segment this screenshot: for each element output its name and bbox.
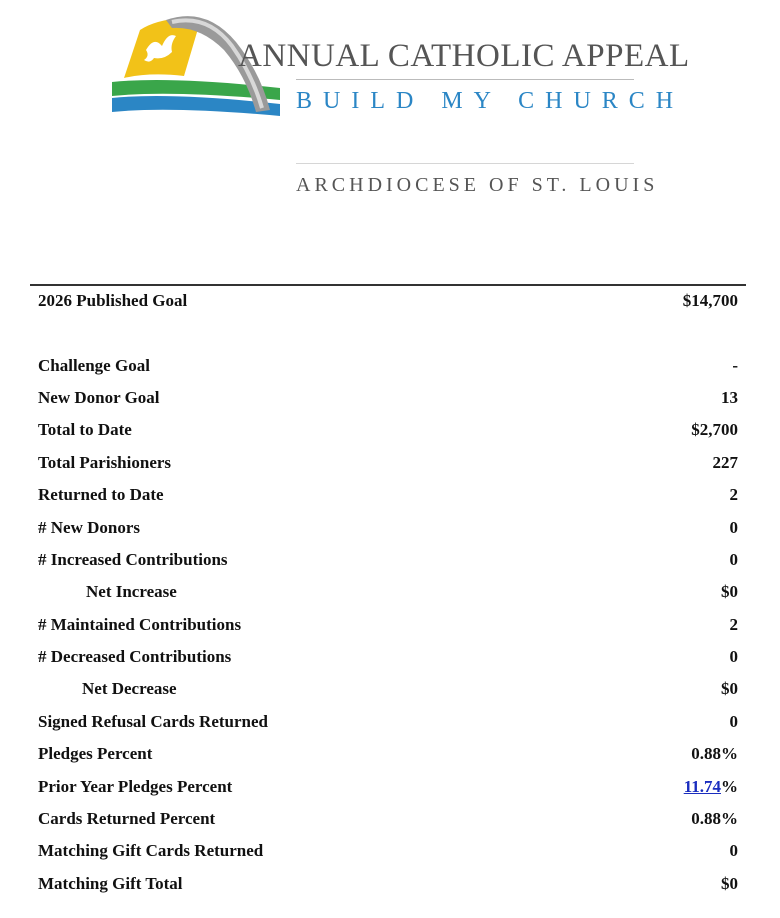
row-label: Total Parishioners bbox=[38, 453, 172, 472]
table-row bbox=[38, 415, 738, 445]
row-value: 0 bbox=[729, 647, 738, 666]
table-row bbox=[38, 351, 738, 381]
row-value: 0.88% bbox=[691, 809, 738, 828]
row-value: 227 bbox=[712, 453, 738, 472]
table-row bbox=[38, 383, 738, 413]
table-row bbox=[38, 804, 738, 834]
row-value bbox=[684, 777, 738, 797]
table-row bbox=[38, 448, 738, 478]
table-row bbox=[38, 480, 738, 510]
row-value: - bbox=[732, 356, 738, 375]
table-row bbox=[38, 707, 738, 737]
row-label: Matching Gift Total bbox=[38, 874, 183, 893]
table-row bbox=[38, 577, 738, 607]
row-value: $14,700 bbox=[682, 291, 738, 310]
organization-name: ARCHDIOCESE OF ST. LOUIS bbox=[296, 174, 659, 196]
row-value: 0 bbox=[729, 518, 738, 537]
row-label: # Increased Contributions bbox=[38, 550, 228, 569]
row-value: 2 bbox=[729, 615, 738, 634]
row-label: Matching Gift Cards Returned bbox=[38, 841, 264, 860]
table-row bbox=[38, 610, 738, 640]
row-value: 2 bbox=[729, 485, 738, 504]
row-value: 0 bbox=[729, 550, 738, 569]
row-label: Pledges Percent bbox=[38, 744, 153, 763]
row-label: New Donor Goal bbox=[38, 388, 160, 407]
divider bbox=[296, 163, 634, 164]
row-label: Challenge Goal bbox=[38, 356, 150, 375]
row-label: Net Decrease bbox=[82, 679, 177, 698]
row-label: # Decreased Contributions bbox=[38, 647, 232, 666]
row-value: 0.88% bbox=[691, 744, 738, 763]
row-label: Net Increase bbox=[86, 582, 177, 601]
table-row bbox=[38, 286, 738, 316]
percent-suffix: % bbox=[721, 777, 738, 796]
row-label: 2026 Published Goal bbox=[38, 291, 188, 310]
table-row bbox=[38, 513, 738, 543]
table-row bbox=[38, 545, 738, 575]
row-value: $2,700 bbox=[691, 420, 738, 439]
row-value: $0 bbox=[721, 679, 738, 698]
prior-year-pledges-link[interactable]: 11.74 bbox=[683, 777, 721, 796]
row-label: Prior Year Pledges Percent bbox=[38, 777, 233, 796]
row-label: Cards Returned Percent bbox=[38, 809, 216, 828]
row-value: 0 bbox=[729, 712, 738, 731]
row-label: Signed Refusal Cards Returned bbox=[38, 712, 268, 731]
row-value: $0 bbox=[721, 874, 738, 893]
table-row bbox=[38, 869, 738, 899]
row-value: 13 bbox=[721, 388, 738, 407]
appeal-subtitle: BUILD MY CHURCH bbox=[296, 88, 685, 114]
table-row bbox=[38, 642, 738, 672]
divider bbox=[296, 79, 634, 80]
table-row bbox=[38, 836, 738, 866]
appeal-title: ANNUAL CATHOLIC APPEAL bbox=[238, 38, 690, 74]
table-row bbox=[38, 674, 738, 704]
row-value: $0 bbox=[721, 582, 738, 601]
row-value: 0 bbox=[729, 841, 738, 860]
table-row bbox=[38, 739, 738, 769]
table-row bbox=[38, 772, 738, 802]
header bbox=[0, 0, 780, 230]
row-label: # New Donors bbox=[38, 518, 140, 537]
row-label: Total to Date bbox=[38, 420, 132, 439]
row-label: Returned to Date bbox=[38, 485, 164, 504]
row-label: # Maintained Contributions bbox=[38, 615, 242, 634]
